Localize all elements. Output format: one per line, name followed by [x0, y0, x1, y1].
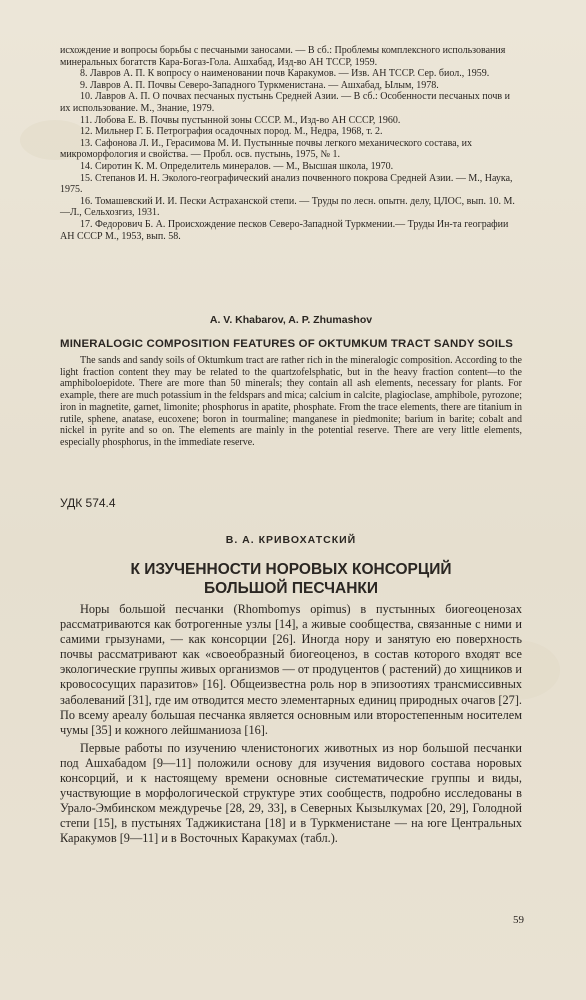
- reference-item: 10. Лавров А. П. О почвах песчаных пустынь Средней Азии. — В сб.: Особенности песчаных почв и их использование. М., Знание, 1979.: [60, 91, 510, 114]
- reference-list: [60, 45, 522, 242]
- reference-item: 15. Степанов И. Н. Эколого-географический анализ почвенного покрова Средней Азии. — М., Наука, 1975.: [60, 172, 513, 196]
- reference-item: 9. Лавров А. П. Почвы Северо-Западного Туркменистана. — Ашхабад, Ылым, 1978.: [80, 79, 439, 91]
- summary-title: MINERALOGIC COMPOSITION FEATURES OF OKTUMKUM TRACT SANDY SOILS: [60, 338, 514, 350]
- article-body: [60, 602, 522, 847]
- body-paragraph: Норы большой песчанки (Rhombomys opimus) в пустынных биогеоценозах рассматриваются как ботрогенные узлы [14], а живые сообщества, связанные с ними и самими грызунами, — как консорции [26]. Иногда нору и занятую ею поверхность почвы рассматривают как «своеобразный биогеоценоз, в состав которого входят все экологические группы живых организмов — от продуцентов ( растений) до хищников и кровососущих паразитов» [16]. Общеизвестна роль нор в эпизоотиях трансмиссивных заболеваний [31], где им отводится место элементарных единиц природных очагов [27]. По всему ареалу большая песчанка является основным или второстепенным носителем чумы [35] и кожного лейшманиоза [16].: [60, 602, 522, 737]
- reference-item: 8. Лавров А. П. К вопросу о наименовании почв Каракумов. — Изв. АН ТССР. Сер. биол., 1959.: [80, 68, 490, 80]
- summary-abstract: [60, 355, 522, 449]
- reference-item: 16. Томашевский И. И. Пески Астраханской степи. — Труды по лесн. опытн. делу, ЦЛОС, вып. 10. М.—Л., Сельхозгиз, 1931.: [60, 195, 515, 219]
- udk-code: УДК 574.4: [60, 496, 116, 510]
- reference-item: 12. Мильнер Г. Б. Петрография осадочных пород. М., Недра, 1968, т. 2.: [80, 126, 383, 138]
- article-title-line: К ИЗУЧЕННОСТИ НОРОВЫХ КОНСОРЦИЙ: [130, 561, 452, 578]
- summary-authors: A. V. Khabarov, A. P. Zhumashov: [209, 314, 373, 326]
- article-title-line: БОЛЬШОЙ ПЕСЧАНКИ: [203, 580, 379, 597]
- reference-item: 17. Федорович Б. А. Происхождение песков Северо-Западной Туркмении.— Труды Ин-та географии АН СССР М., 1953, вып. 58.: [60, 218, 509, 242]
- article-title: [60, 560, 522, 598]
- reference-item: 11. Лобова Е. В. Почвы пустынной зоны СССР. М., Изд-во АН СССР, 1960.: [80, 114, 401, 126]
- page-number: 59: [513, 914, 524, 926]
- reference-item: исхождение и вопросы борьбы с песчаными заносами. — В сб.: Проблемы комплексного использования минеральных богатств Кара-Богаз-Гола. Ашхабад, Изд-во АН ТССР, 1959.: [60, 45, 506, 68]
- reference-item: 14. Сиротин К. М. Определитель минералов. — М., Высшая школа, 1970.: [80, 160, 394, 172]
- article-author: В. А. КРИВОХАТСКИЙ: [225, 534, 357, 546]
- reference-item: 13. Сафонова Л. И., Герасимова М. И. Пустынные почвы легкого механического состава, их микроморфология и свойства. — Пробл. осв. пустынь, 1975, № 1.: [60, 137, 472, 161]
- body-paragraph: Первые работы по изучению членистоногих животных из нор большой песчанки под Ашхабадом [9—11] положили основу для изучения видового состава норовых консорций, и к настоящему времени основные систематические группы и виды, участвующие в морфологической структуре этих сообществ, подробно исследованы в Урало-Эмбинском междуречье [28, 29, 33], в Северных Кызылкумах [20, 29], Голодной степи [15], в пустынях Таджикистана [18] и в Туркменистане — на юге Центральных Каракумов [9—11] и в Восточных Каракумах (табл.).: [60, 740, 522, 846]
- abstract-text: The sands and sandy soils of Oktumkum tract are rather rich in the mineralogic composition. According to the light fraction content they may be related to the quartzofelsphatic, but in the heavy fraction content—to the amphiboloepidote. There are more than 50 minerals; they contain all ash elements, necessary for plants. For example, there are much potassium in the feldspars and mica; calcium in calcite, plagioclase, amphibole, pyrozone; iron in magnetite, garnet, limonite; phosphorus in apatite, phosphate. From the trace elements, there are titanium in rutile, sphene, anatase, eucoxene; boron in tourmaline; manganese in piedmonite; barium in barite; cobalt and nickel in pyrite and so on. The elements are mainly in the potential reserve. There are very little elements, especially phosphorus, in the immediate reserve.: [60, 355, 522, 448]
